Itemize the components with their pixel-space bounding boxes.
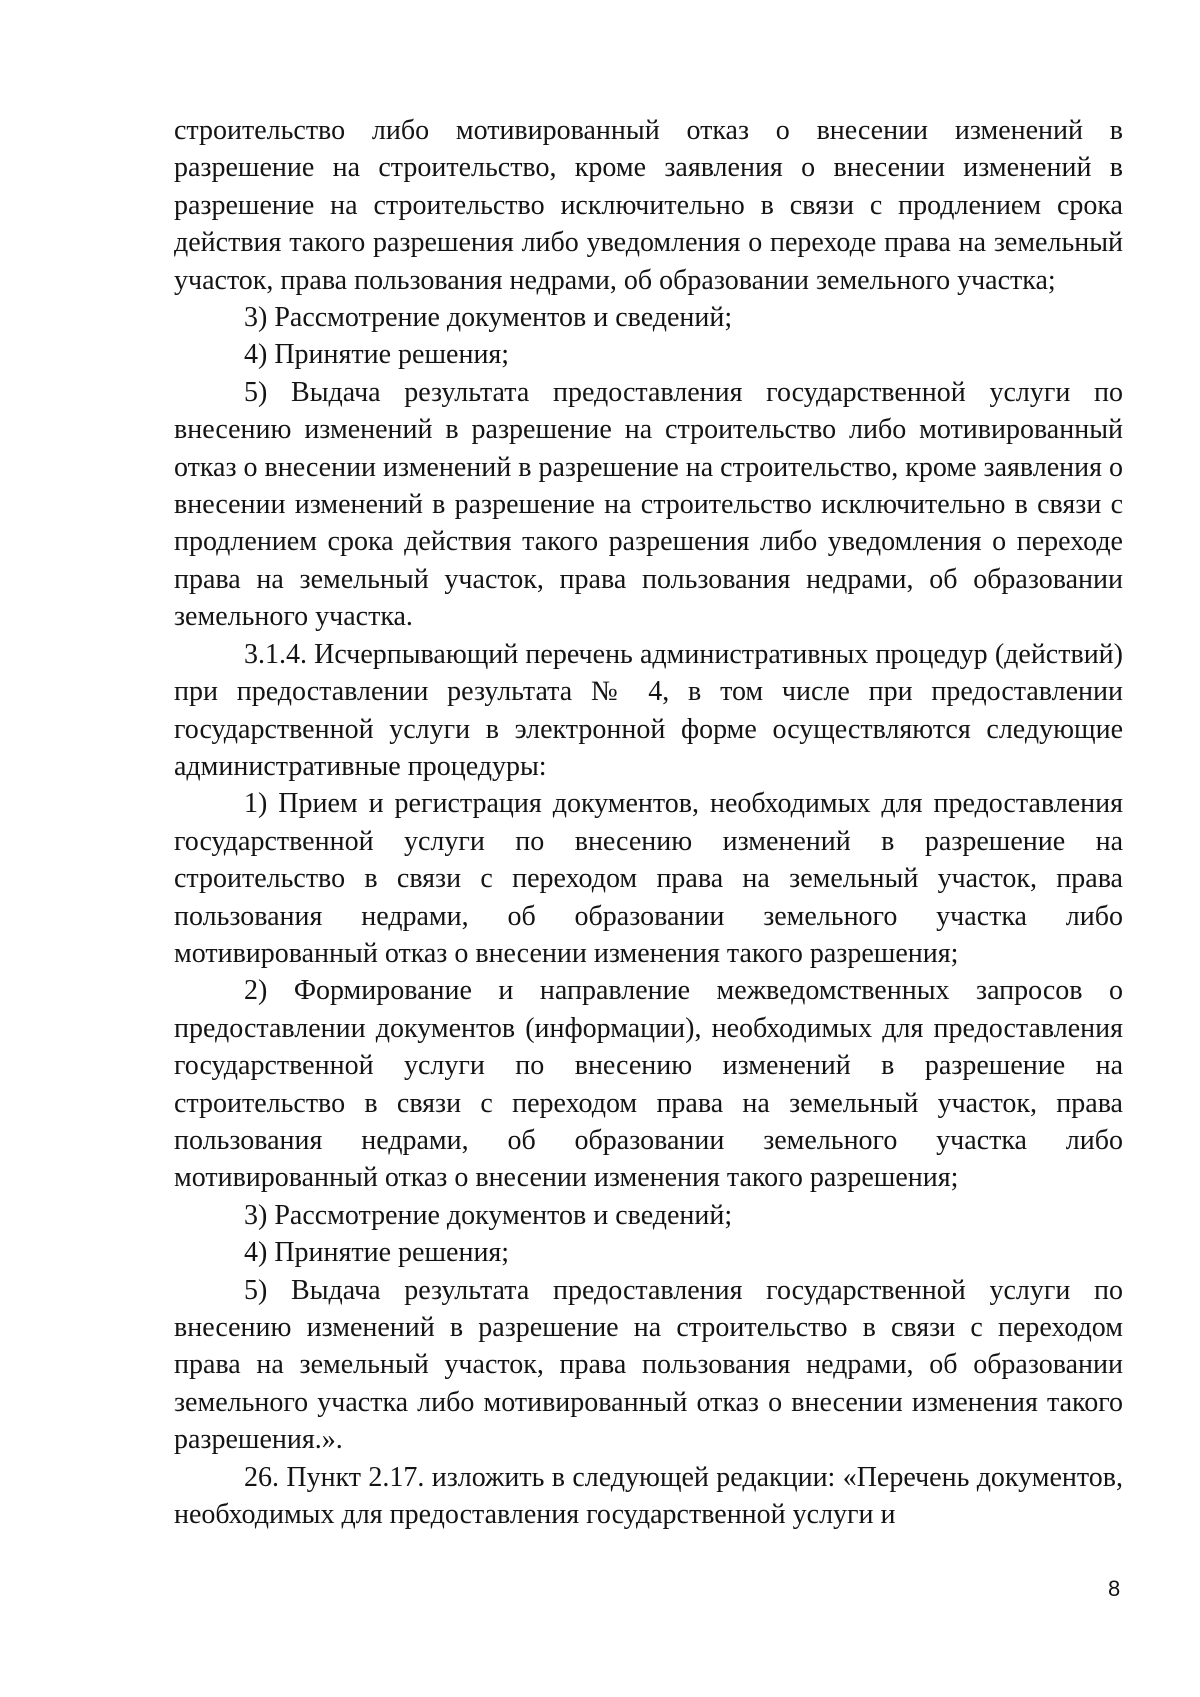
list-item-decision-2: 4) Принятие решения; (244, 1237, 510, 1269)
list-item-review-documents-2: 3) Рассмотрение документов и сведений; (244, 1199, 733, 1231)
document-body (174, 112, 1123, 1533)
section-3-1-4: 3.1.4. Исчерпывающий перечень административных процедур (действий) при предоставлении результата № 4, в том числе при предоставлении государственной услуги в электронной форме осуществляются следующие административные процедуры: (174, 638, 1123, 782)
list-item-issue-result: 5) Выдача результата предоставления государственной услуги по внесению изменений в разрешение на строительство либо мотивированный отказ о внесении изменений в разрешение на строительство, кроме заявления о внесении изменений в разрешение на строительство исключительно в связи с продлением срока действия такого разрешения либо уведомления о переходе права на земельный участок, права пользования недрами, об образовании земельного участка. (174, 376, 1123, 633)
item-26-clause-2-17: 26. Пункт 2.17. изложить в следующей редакции: «Перечень документов, необходимых для предоставления государственной услуги и (174, 1461, 1123, 1531)
page-number: 8 (1108, 1576, 1121, 1601)
list-item-review-documents: 3) Рассмотрение документов и сведений; (244, 302, 733, 334)
list-item-receive-register: 1) Прием и регистрация документов, необходимых для предоставления государственной услуги по внесению изменений в разрешение на строительство в связи с переходом права на земельный участок, права пользования недрами, об образовании земельного участка либо мотивированный отказ о внесении изменения такого разрешения; (174, 788, 1123, 969)
paragraph-continuation: строительство либо мотивированный отказ о внесении изменений в разрешение на строительство, кроме заявления о внесении изменений в разрешение на строительство исключительно в связи с продлением срока действия такого разрешения либо уведомления о переходе права на земельный участок, права пользования недрами, об образовании земельного участка; (174, 115, 1123, 296)
list-item-interagency-requests: 2) Формирование и направление межведомственных запросов о предоставлении документов (информации), необходимых для предоставления государственной услуги по внесению изменений в разрешение на строительство в связи с переходом права на земельный участок, права пользования недрами, об образовании земельного участка либо мотивированный отказ о внесении изменения такого разрешения; (174, 975, 1123, 1194)
list-item-decision: 4) Принятие решения; (244, 339, 510, 371)
list-item-issue-result-2: 5) Выдача результата предоставления государственной услуги по внесению изменений в разрешение на строительство в связи с переходом права на земельный участок, права пользования недрами, об образовании земельного участка либо мотивированный отказ о внесении изменения такого разрешения.». (174, 1274, 1123, 1456)
